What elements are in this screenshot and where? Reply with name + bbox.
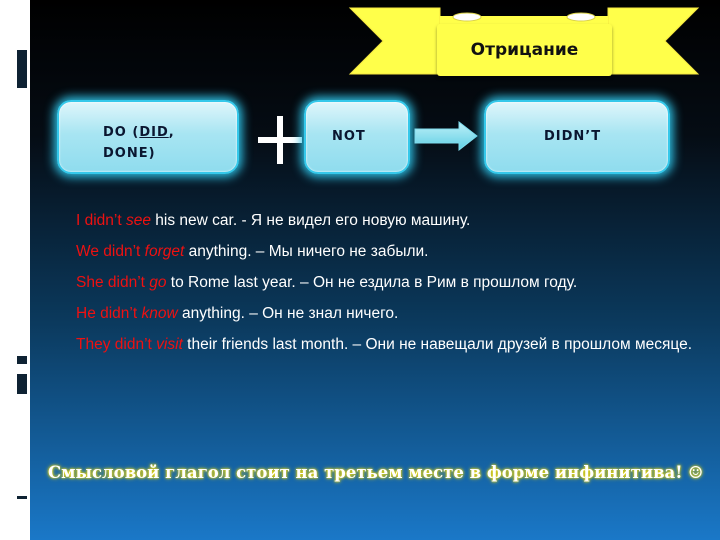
example-aux: He didn’t [76, 305, 142, 322]
example-rest: their friends last month. – Они не навещали друзей в прошлом месяце. [182, 336, 693, 353]
example-2 [76, 236, 696, 267]
didnt-label: DIDN’T [544, 129, 602, 144]
decor-bar-2 [17, 356, 27, 364]
not-box [304, 100, 410, 174]
example-verb: visit [156, 336, 183, 353]
example-3 [76, 267, 696, 298]
banner-title: Отрицание [437, 24, 612, 76]
example-rest: his new car. - Я не видел его новую машину. [150, 212, 471, 229]
example-1 [76, 205, 696, 236]
example-rest: to Rome last year. – Он не ездила в Рим в прошлом году. [166, 274, 578, 291]
example-rest: anything. – Он не знал ничего. [177, 305, 399, 322]
example-5 [76, 329, 696, 360]
footer-rule-text [48, 463, 720, 482]
smiley-icon: ☺ [688, 463, 704, 482]
example-aux: They didn’t [76, 336, 157, 353]
examples-list [76, 205, 696, 360]
example-aux: I didn’t [76, 212, 126, 229]
example-verb: know [141, 305, 178, 322]
example-4 [76, 298, 696, 329]
example-aux: She didn’t [76, 274, 150, 291]
arrow-right-icon [413, 121, 479, 151]
example-rest: anything. – Мы ничего не забыли. [184, 243, 429, 260]
do-comma: , [168, 125, 175, 140]
didnt-box [484, 100, 670, 174]
example-verb: see [125, 212, 151, 229]
decor-bar-1 [17, 50, 27, 88]
footer-text: Смысловой глагол стоит на третьем месте в форме инфинитива! [48, 463, 683, 482]
plus-icon [258, 112, 302, 168]
did-label: DID [139, 125, 169, 140]
example-aux: We didn’t [76, 243, 145, 260]
do-prefix: DO ( [103, 125, 140, 140]
do-did-done-box [57, 100, 239, 174]
done-label: DONE) [103, 146, 156, 161]
not-label: NOT [332, 129, 366, 144]
example-verb: go [149, 274, 167, 291]
decor-bar-4 [17, 496, 27, 499]
example-verb: forget [144, 243, 185, 260]
decor-bar-3 [17, 374, 27, 394]
